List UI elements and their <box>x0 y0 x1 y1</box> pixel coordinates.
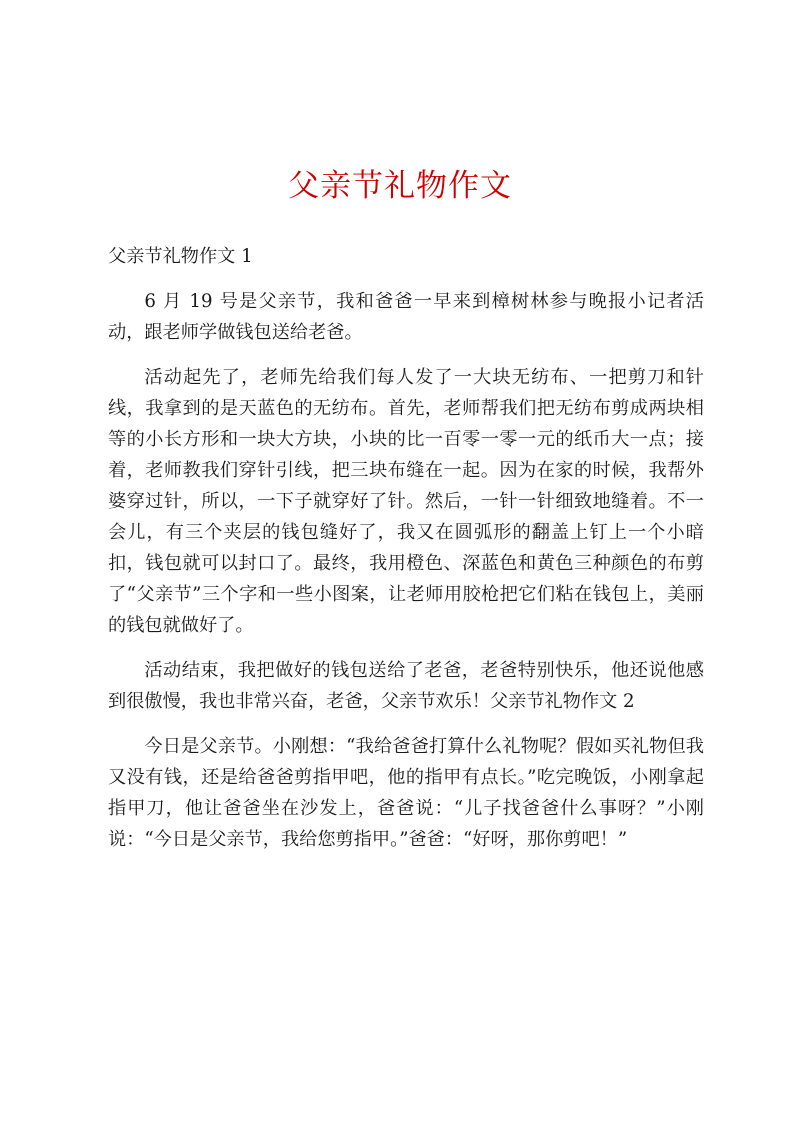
section-heading: 父亲节礼物作文 1 <box>108 246 253 267</box>
paragraph-3: 活动结束，我把做好的钱包送给了老爸，老爸特别快乐，他还说他感到很傲慢，我也非常兴奋，老爸，父亲节欢乐！父亲节礼物作文 2 <box>108 660 704 712</box>
paragraph-1: 6 月 19 号是父亲节，我和爸爸一早来到樟树林参与晚报小记者活动，跟老师学做钱包送给老爸。 <box>108 291 704 343</box>
paragraph-2: 活动起先了，老师先给我们每人发了一大块无纺布、一把剪刀和针线，我拿到的是天蓝色的无纺布。首先，老师帮我们把无纺布剪成两块相等的小长方形和一块大方块，小块的比一百零一零一元的纸币大一点；接着，老师教我们穿针引线，把三块布缝在一起。因为在家的时候，我帮外婆穿过针，所以，一下子就穿好了针。然后，一针一针细致地缝着。不一会儿，有三个夹层的钱包缝好了，我又在圆弧形的翻盖上钉上一个小暗扣，钱包就可以封口了。最终，我用橙色、深蓝色和黄色三种颜色的布剪了“父亲节”三个字和一些小图案，让老师用胶枪把它们粘在钱包上，美丽的钱包就做好了。 <box>108 367 704 636</box>
document-body <box>108 241 704 869</box>
document-title: 父亲节礼物作文 <box>288 168 512 204</box>
paragraph-4: 今日是父亲节。小刚想：“我给爸爸打算什么礼物呢？假如买礼物但我又没有钱，还是给爸爸剪指甲吧，他的指甲有点长。”吃完晚饭，小刚拿起指甲刀，他让爸爸坐在沙发上，爸爸说：“儿子找爸爸什么事呀？”小刚说：“今日是父亲节，我给您剪指甲。”爸爸：“好呀，那你剪吧！” <box>108 736 704 850</box>
